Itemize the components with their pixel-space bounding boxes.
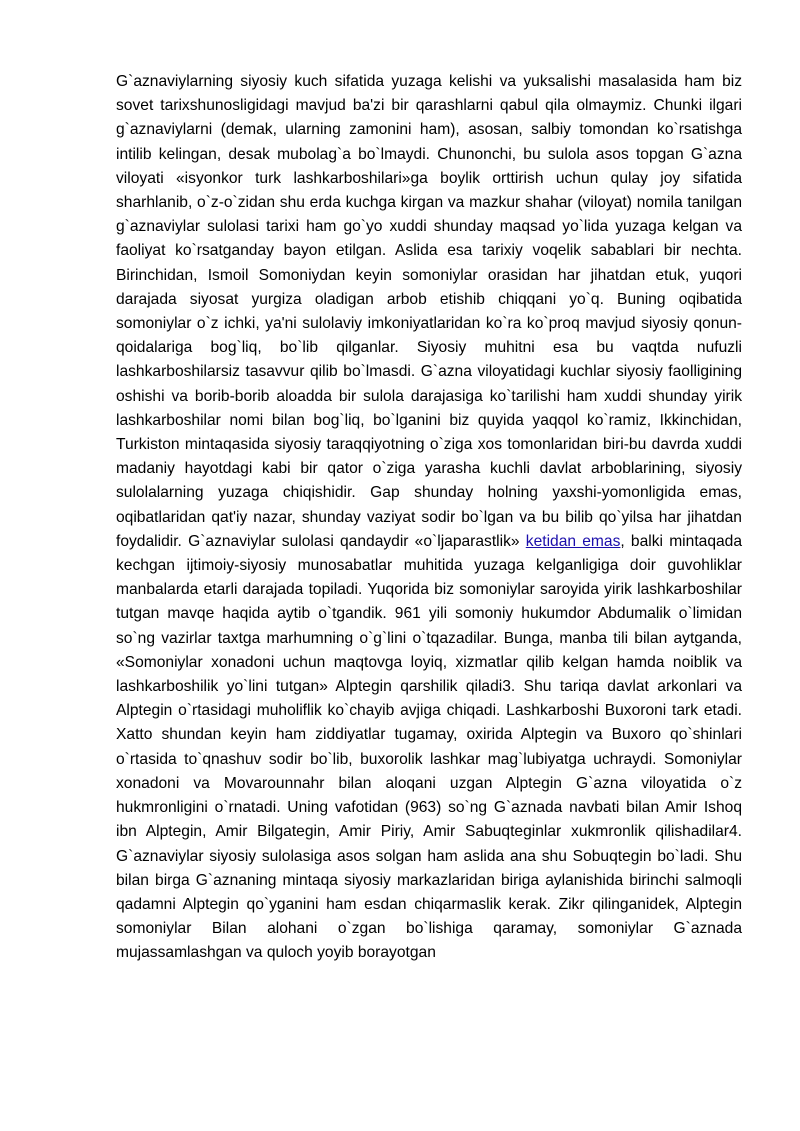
document-page (116, 70, 742, 966)
paragraph-text-part-1: G`aznaviylarning siyosiy kuch sifatida yuzaga kelishi va yuksalishi masalasida ham biz sovet tarixshunosligidagi mavjud ba'zi bir qarashlarni qabul qila olmaymiz. Chunki ilgari g`aznaviylarni (demak, ularning zamonini ham), asosan, salbiy tomondan ko`rsatishga intilib kelingan, desak mubolag`a bo`lmaydi. Chunonchi, bu sulola asos topgan G`azna viloyati «isyonkor turk lashkarboshilari»ga boylik orttirish uchun qulay joy sifatida sharhlanib, o`z-o`zidan shu erda kuchga kirgan va mazkur shahar (viloyat) nomila tanilgan g`aznaviylar sulolasi tarixi ham go`yo xuddi shunday maqsad yo`lida yuzaga kelgan va faoliyat ko`rsatganday bayon etilgan. Aslida esa tarixiy voqelik sabablari bir nechta. Birinchidan, Ismoil Somoniydan keyin somoniylar orasidan har jihatdan etuk, yuqori darajada siyosat yurgiza oladigan arbob etishib chiqqani yo`q. Buning oqibatida somoniylar o`z ichki, ya'ni sulolaviy imkoniyatlaridan ko`ra ko`proq mavjud siyosiy qonun-qoidalariga bog`liq, bo`lib qilganlar. Siyosiy muhitni esa bu vaqtda nufuzli lashkarboshilarsiz tasavvur qilib bo`lmasdi. G`azna viloyatidagi kuchlar siyosiy faolligining oshishi va borib-borib aloadda bir sulola darajasiga ko`tarilishi ham xuddi shunday yirik lashkarboshilar nomi bilan bog`liq, bo`lganini biz quyida yaqqol ko`ramiz, Ikkinchidan, Turkiston mintaqasida siyosiy taraqqiyotning o`ziga xos tomonlaridan biri-bu davrda xuddi madaniy hayotdagi kabi bir qator o`ziga yarasha kuchli davlat arboblarining, siyosiy sulolalarning yuzaga chiqishidir. Gap shunday holning yaxshi-yomonligida emas, oqibatlaridan qat'iy nazar, shunday vaziyat sodir bo`lgan va bu bilib qo`yilsa har jihatdan foydalidir. G`aznaviylar sulolasi qandaydir «o`ljaparastlik» (116, 73, 742, 550)
body-paragraph (116, 70, 742, 966)
paragraph-text-part-2: , balki mintaqada kechgan ijtimoiy-siyosiy munosabatlar muhitida yuzaga kelganligiga doir guvohliklar manbalarda etarli darajada topiladi. Yuqorida biz somoniylar saroyida yirik lashkarboshilar tutgan mavqe haqida aytib o`tgandik. 961 yili somoniy hukumdor Abdumalik o`limidan so`ng vazirlar taxtga marhumning o`g`lini o`tqazadilar. Bunga, manba tili bilan aytganda, «Somoniylar xonadoni uchun maqtovga loyiq, xizmatlar qilib kelgan hamda noiblik va lashkarboshilik yo`lini tutgan» Alptegin qarshilik qiladi3. Shu tariqa davlat arkonlari va Alptegin o`rtasidagi muholiflik ko`chayib avjiga chiqadi. Lashkarboshi Buxoroni tark etadi. Xatto shundan keyin ham ziddiyatlar tugamay, oxirida Alptegin va Buxoro qo`shinlari o`rtasida to`qnashuv sodir bo`lib, buxorolik lashkar mag`lubiyatga uchraydi. Somoniylar xonadoni va Movarounnahr bilan aloqani uzgan Alptegin G`azna viloyatida o`z hukmronligini o`rnatadi. Uning vafotidan (963) so`ng G`aznada navbati bilan Amir Ishoq ibn Alptegin, Amir Bilgategin, Amir Piriy, Amir Sabuqteginlar xukmronlik qilishadilar4. G`aznaviylar siyosiy sulolasiga asos solgan ham aslida ana shu Sobuqtegin bo`ladi. Shu bilan birga G`aznaning mintaqa siyosiy markazlaridan biriga aylanishida birinchi salmoqli qadamni Alptegin qo`yganini ham esdan chiqarmaslik kerak. Zikr qilinganidek, Alptegin somoniylar Bilan alohani o`zgan bo`lishiga qaramay, somoniylar G`aznada mujassamlashgan va quloch yoyib borayotgan (116, 532, 743, 962)
ketidan-emas-link[interactable]: ketidan emas (525, 532, 621, 550)
